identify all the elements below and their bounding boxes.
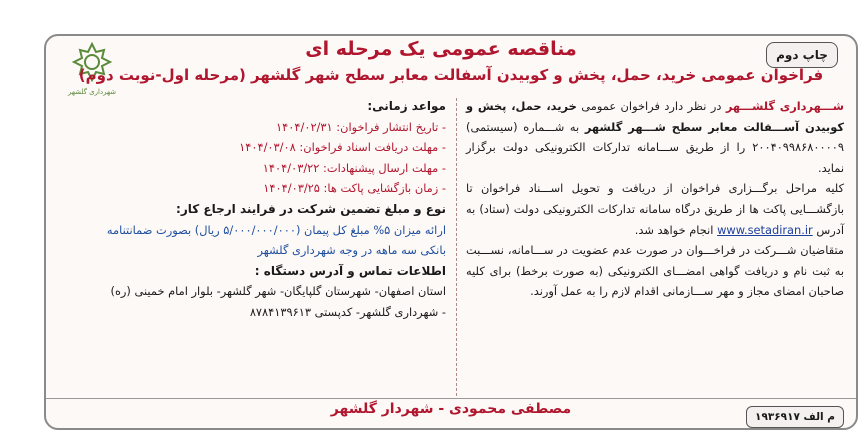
intro-text-1: در نظر دارد فراخوان عمومی — [576, 99, 726, 113]
notice-subtitle: فراخوان عمومی خرید، حمل، پخش و کوبیدن آسفالت معابر سطح شهر گلشهر (مرحله اول-نوبت دوم) — [78, 66, 824, 84]
registration-paragraph: متقاضیان شـــرکت در فراخـــوان در صورت عدم عضویت در ســـامانه، نســـبت به ثبت نام و دریافت گواهی امضـــای الکترونیکی (به صورت برخط) برای کلیه صاحبان امضای مجاز و مهر ســـازمانی اقدام لازم را به عمل آورند. — [466, 243, 844, 299]
footer-divider — [46, 398, 856, 399]
intro-text-2: به شـــماره (سیستمی) ۲۰۰۴۰۹۹۸۶۸۰۰۰۰۹ را از طریق ســـامانه تدارکات الکترونیکی دولت برگزار نماید. — [466, 119, 844, 175]
deadline-opening: - زمان بازگشایی پاکت ها: ۱۴۰۴/۰۳/۲۵ — [263, 181, 446, 196]
notice-title: مناقصه عمومی یک مرحله ای — [305, 38, 577, 60]
guarantee-line-2: بانکی سه ماهه در وجه شهرداری گلشهر — [257, 243, 446, 258]
tender-subject: خرید، حمل، پخش و کوبیدن آســـفالت معابر سطح شـــهر گلشهر — [466, 99, 844, 134]
intro-paragraph — [466, 96, 844, 178]
setad-link[interactable]: www.setadiran.ir — [717, 222, 813, 237]
notice-frame — [44, 34, 858, 430]
column-divider — [456, 98, 457, 396]
contact-line-2: - شهرداری گلشهر- کدپستی ۸۷۸۴۱۳۹۶۱۳ — [249, 304, 446, 319]
deadline-documents: - مهلت دریافت اسناد فراخوان: ۱۴۰۴/۰۳/۰۸ — [239, 140, 446, 155]
notice-body — [466, 96, 844, 302]
guarantee-heading: نوع و مبلغ تضمین شرکت در فرایند ارجاع کار: — [176, 201, 446, 216]
logo-caption: شهرداری گلشهر — [67, 88, 117, 96]
guarantee-line-1: ارائه میزان ۵% مبلغ کل پیمان (۵/۰۰۰/۰۰۰/۰۰۰ ریال) بصورت ضمانتنامه — [106, 222, 446, 237]
deadline-submission: - مهلت ارسال پیشنهادات: ۱۴۰۴/۰۳/۲۲ — [262, 160, 446, 175]
tender-details — [62, 96, 446, 323]
edition-badge: چاپ دوم — [766, 42, 838, 68]
ad-code-badge: م الف ۱۹۳۶۹۱۷ — [746, 406, 844, 428]
deadline-publish: - تاریخ انتشار فراخوان: ۱۴۰۴/۰۲/۳۱ — [276, 119, 446, 134]
process-text-1: کلیه مراحل برگـــزاری فراخوان از دریافت و تحویل اســـناد فراخوان تا بازگشـــایی پاکت ها از طریق درگاه سامانه تدارکات الکترونیکی دولت (ستاد) به آدرس — [466, 181, 844, 237]
signature: مصطفی محمودی - شهردار گلشهر — [330, 401, 572, 417]
process-text-2: انجام خواهد شد. — [634, 222, 718, 237]
process-paragraph — [466, 178, 844, 240]
contact-line-1: استان اصفهان- شهرستان گلپایگان- شهر گلشهر- بلوار امام خمینی (ره) — [110, 284, 446, 299]
org-name: شـــهرداری گلشـــهر — [725, 99, 844, 113]
deadlines-heading: مواعد زمانی: — [367, 99, 446, 113]
contact-heading: اطلاعات تماس و آدرس دستگاه : — [254, 263, 446, 278]
